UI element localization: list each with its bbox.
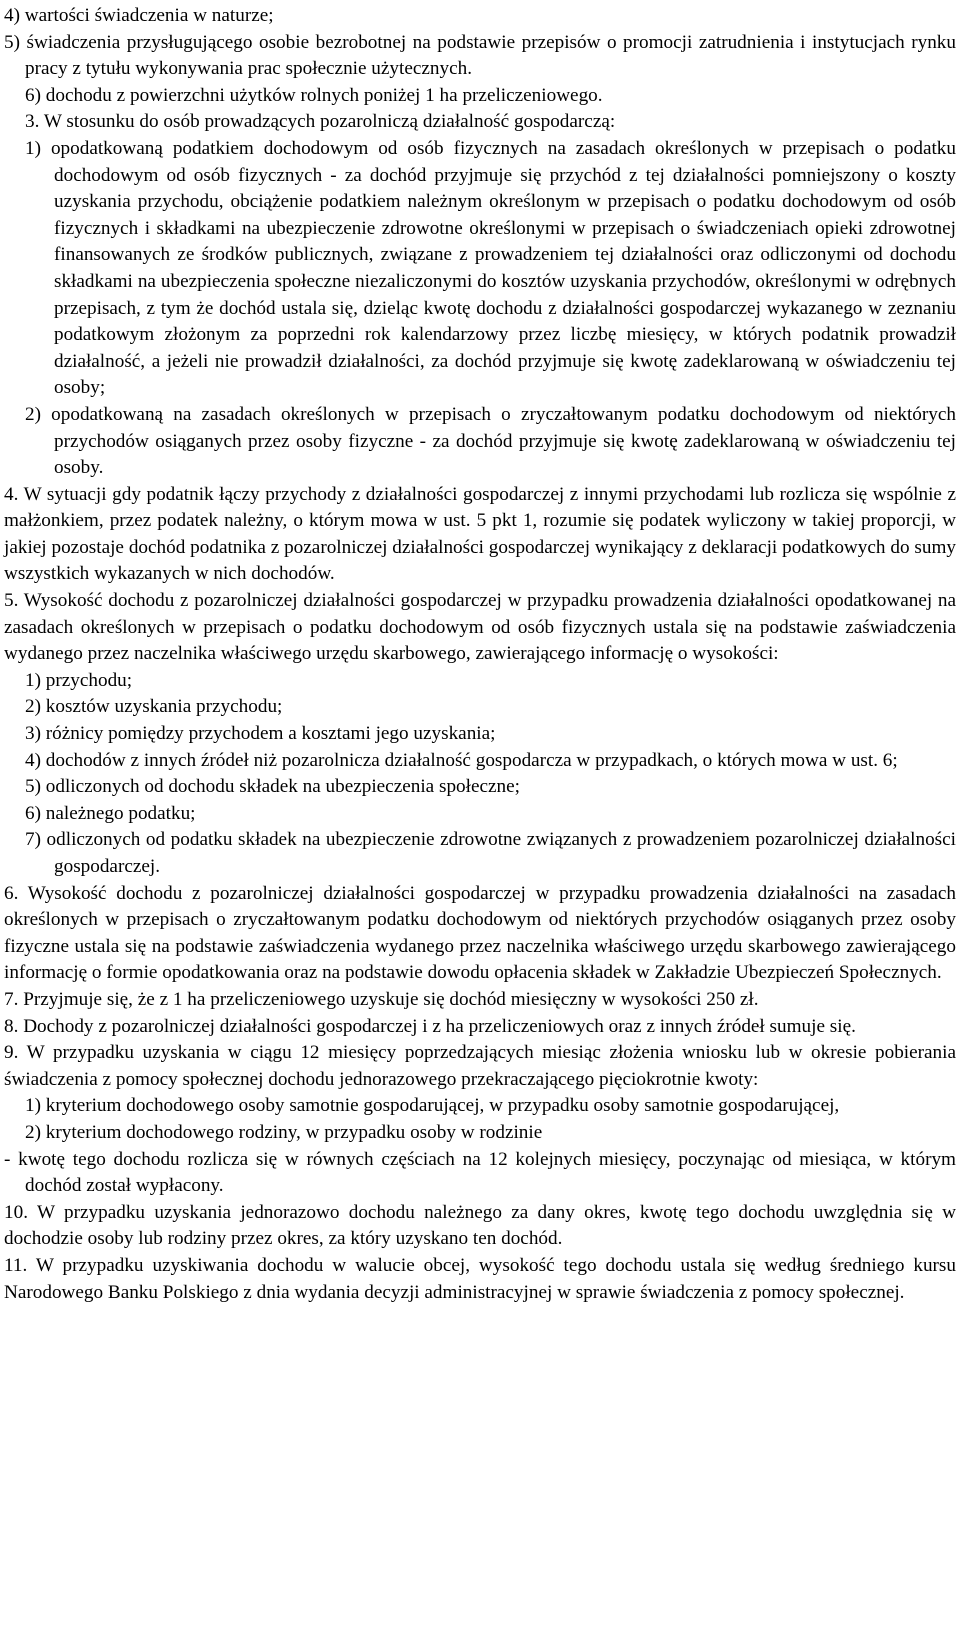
paragraph-6: 6. Wysokość dochodu z pozarolniczej działalności gospodarczej w przypadku prowadzenia działalności na zasadach określonych w przepisach o zryczałtowanym podatku dochodowym od niektórych przychodów osiąganych przez osoby fizyczne ustala się na podstawie zaświadczenia wydanego przez naczelnika właściwego urzędu skarbowego zawierającego informację o formie opodatkowania oraz na podstawie dowodu opłacenia składek w Zakładzie Ubezpieczeń Społecznych.: [4, 882, 956, 984]
paragraph-8: 8. Dochody z pozarolniczej działalności gospodarczej i z ha przeliczeniowych oraz z innych źródeł sumuje się.: [4, 1015, 856, 1037]
paragraph-11: 11. W przypadku uzyskiwania dochodu w walucie obcej, wysokość tego dochodu ustala się według średniego kursu Narodowego Banku Polskiego z dnia wydania decyzji administracyjnej w sprawie świadczenia z pomocy społecznej.: [4, 1254, 956, 1303]
paragraph-5-point-5: 5) odliczonych od dochodu składek na ubezpieczenia społeczne;: [25, 776, 520, 798]
paragraph-4: 4. W sytuacji gdy podatnik łączy przychody z działalności gospodarczej z innymi przychodami lub rozlicza się wspólnie z małżonkiem, przez podatek należny, o którym mowa w ust. 5 pkt 1, rozumie się podatek wyliczony w takiej proporcji, w jakiej pozostaje dochód podatnika z pozarolniczej działalności gospodarczej wynikający z deklaracji podatkowych do sumy wszystkich wykazanych w nich dochodów.: [4, 483, 956, 585]
paragraph-3-point-2: 2) opodatkowaną na zasadach określonych w przepisach o zryczałtowanym podatku dochodowym od niektórych przychodów osiąganych przez osoby fizyczne - za dochód przyjmuje się kwotę zadeklarowaną w oświadczeniu tej osoby.: [25, 403, 956, 479]
list-item-5: 5) świadczenia przysługującego osobie bezrobotnej na podstawie przepisów o promocji zatrudnienia i instytucjach rynku pracy z tytułu wykonywania prac społecznie użytecznych.: [4, 31, 956, 80]
paragraph-10: 10. W przypadku uzyskania jednorazowo dochodu należnego za dany okres, kwotę tego dochodu uwzględnia się w dochodzie osoby lub rodziny przez okres, za który uzyskano ten dochód.: [4, 1201, 956, 1250]
list-item-6: 6) dochodu z powierzchni użytków rolnych poniżej 1 ha przeliczeniowego.: [25, 84, 603, 106]
paragraph-5: 5. Wysokość dochodu z pozarolniczej działalności gospodarczej w przypadku prowadzenia działalności opodatkowanej na zasadach określonych w przepisach o podatku dochodowym od osób fizycznych ustala się na podstawie zaświadczenia wydanego przez naczelnika właściwego urzędu skarbowego, zawierającego informację o wysokości:: [4, 590, 956, 665]
paragraph-9: 9. W przypadku uzyskania w ciągu 12 miesięcy poprzedzających miesiąc złożenia wniosku lub w okresie pobierania świadczenia z pomocy społecznej dochodu jednorazowego przekraczającego pięciokrotnie kwoty:: [4, 1042, 956, 1090]
paragraph-5-point-6: 6) należnego podatku;: [25, 802, 196, 824]
list-item-4: 4) wartości świadczenia w naturze;: [4, 5, 274, 26]
paragraph-5-point-3: 3) różnicy pomiędzy przychodem a kosztami jego uzyskania;: [25, 723, 496, 745]
paragraph-9-point-1: 1) kryterium dochodowego osoby samotnie gospodarującej, w przypadku osoby samotnie gospodarującej,: [25, 1095, 840, 1117]
paragraph-9-dash-clause: - kwotę tego dochodu rozlicza się w równych częściach na 12 kolejnych miesięcy, poczynając od miesiąca, w którym dochód został wypłacony.: [4, 1148, 956, 1197]
paragraph-5-point-2: 2) kosztów uzyskania przychodu;: [25, 696, 283, 718]
paragraph-7: 7. Przyjmuje się, że z 1 ha przeliczeniowego uzyskuje się dochód miesięczny w wysokości 250 zł.: [4, 988, 759, 1010]
paragraph-5-point-7: 7) odliczonych od podatku składek na ubezpieczenie zdrowotne związanych z prowadzeniem pozarolniczej działalności gospodarczej.: [25, 829, 956, 877]
paragraph-5-point-4: 4) dochodów z innych źródeł niż pozarolnicza działalność gospodarcza w przypadkach, o których mowa w ust. 6;: [25, 749, 898, 771]
paragraph-5-point-1: 1) przychodu;: [25, 669, 133, 691]
paragraph-3-point-1: 1) opodatkowaną podatkiem dochodowym od osób fizycznych na zasadach określonych w przepisach o podatku dochodowym od osób fizycznych - za dochód przyjmuje się przychód z tej działalności pomniejszony o koszty uzyskania przychodu, obciążenie podatkiem należnym określonym w przepisach o podatku dochodowym od osób fizycznych i składkami na ubezpieczenie zdrowotne określonymi w przepisach o świadczeniach opieki zdrowotnej finansowanych ze środków publicznych, związane z prowadzeniem tej działalności oraz odliczonymi od dochodu składkami na ubezpieczenia społeczne niezaliczonymi do kosztów uzyskania przychodów, określonymi w odrębnych przepisach, z tym że dochód ustala się, dzieląc kwotę dochodu z działalności gospodarczej wykazanego w zeznaniu podatkowym złożonym za poprzedni rok kalendarzowy przez liczbę miesięcy, w których podatnik prowadził działalność, a jeżeli nie prowadził działalności, za dochód przyjmuje się kwotę zadeklarowaną w oświadczeniu tej osoby;: [25, 137, 956, 399]
paragraph-9-point-2: 2) kryterium dochodowego rodziny, w przypadku osoby w rodzinie: [25, 1121, 543, 1143]
paragraph-3-heading: 3. W stosunku do osób prowadzących pozarolniczą działalność gospodarczą:: [25, 111, 616, 133]
